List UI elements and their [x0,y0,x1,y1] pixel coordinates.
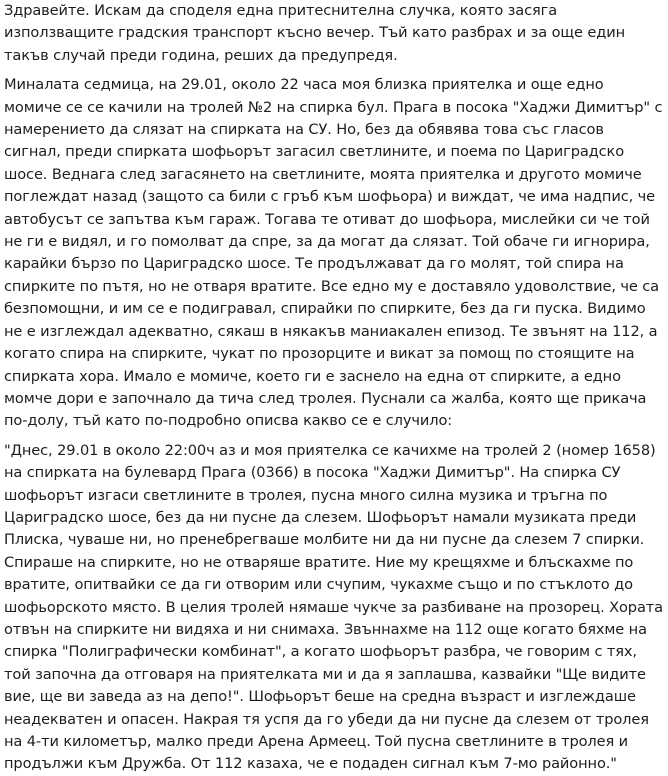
post-paragraph-intro: Здравейте. Искам да споделя една притеснителна случка, която засяга използващите градския транспорт късно вечер. Тъй като разбрах и за още един такъв случай преди година, реших да предупредя. [4,2,626,64]
post-paragraph-story: Миналата седмица, на 29.01, около 22 часа моя близка приятелка и още едно момиче се се качили на тролей №2 на спирка бул. Прага в посока "Хаджи Димитър" с намерението да слязат на спирката на СУ. Но, без да обявява това със гласов сигнал, преди спирката шофьорът загасил светлините, и поема по Цариградско шосе. Веднага след загасянето на светлините, моята приятелка и другото момиче поглеждат назад (защото са били с гръб към шофьора) и виждат, че има надпис, че автобусът се запътва към гараж. Тогава те отиват до шофьора, мислейки си че той не ги е видял, и го помолват да спре, за да могат да слязат. Той обаче ги игнорира, карайки бързо по Цариградско шосе. Те продължават да го молят, той спира на спирките по пътя, но не отваря вратите. Все едно му е доставяло удоволствие, че са безпомощни, и им се е подигравал, спирайки по спирките, без да ги пуска. Видимо не е изглеждал адекватно, сякаш в някакъв маниакален епизод. Те звънят на 112, а когато спира на спирките, чукат по прозорците и викат за помощ по стоящите на спирката хора. Имало е момиче, което ги е заснело на една от спирките, а едно момче дори е започнало да тича след тролея. Пуснали са жалба, която ще прикача по-долу, тъй като по-подробно описва какво се е случило: [4,76,663,430]
post-paragraph-complaint-quote: "Днес, 29.01 в около 22:00ч аз и моя приятелка се качихме на тролей 2 (номер 1658) на спирката на булевард Прага (0366) в посока "Хаджи Димитър". На спирка СУ шофьорът изгаси светлините в тролея, пусна много силна музика и тръгна по Цариградско шосе, без да ни пусне да слезем. Шофьорът намали музиката преди Плиска, чуваше ни, но пренебрегваше молбите ни да ни пусне да слезем 7 спирки. Спираше на спирките, но не отваряше вратите. Ние му крещяхме и блъскахме по вратите, опитвайки се да ги отворим или счупим, чукахме също и по стъклото до шофьорското място. В целия тролей нямаше чукче за разбиване на прозорец. Хората отвън на спирките ни видяха и ни снимаха. Звъннахме на 112 още когато бяхме на спирка "Полиграфически комбинат", а когато шофьорът разбра, че говорим с тях, той започна да отговаря на приятелката ми и да я заплашва, казвайки "Ще видите вие, ще ви заведа аз на депо!". Шофьорът беше на средна възраст и изглеждаше неадекватен и опасен. Накрая тя успя да го убеди да ни пусне да слезем от тролея на 4-ти километър, малко преди Арена Армеец. Той пусна светлините в тролея и продължи към Дружба. От 112 казаха, че е подаден сигнал към 7-мо районно." [4,441,663,773]
